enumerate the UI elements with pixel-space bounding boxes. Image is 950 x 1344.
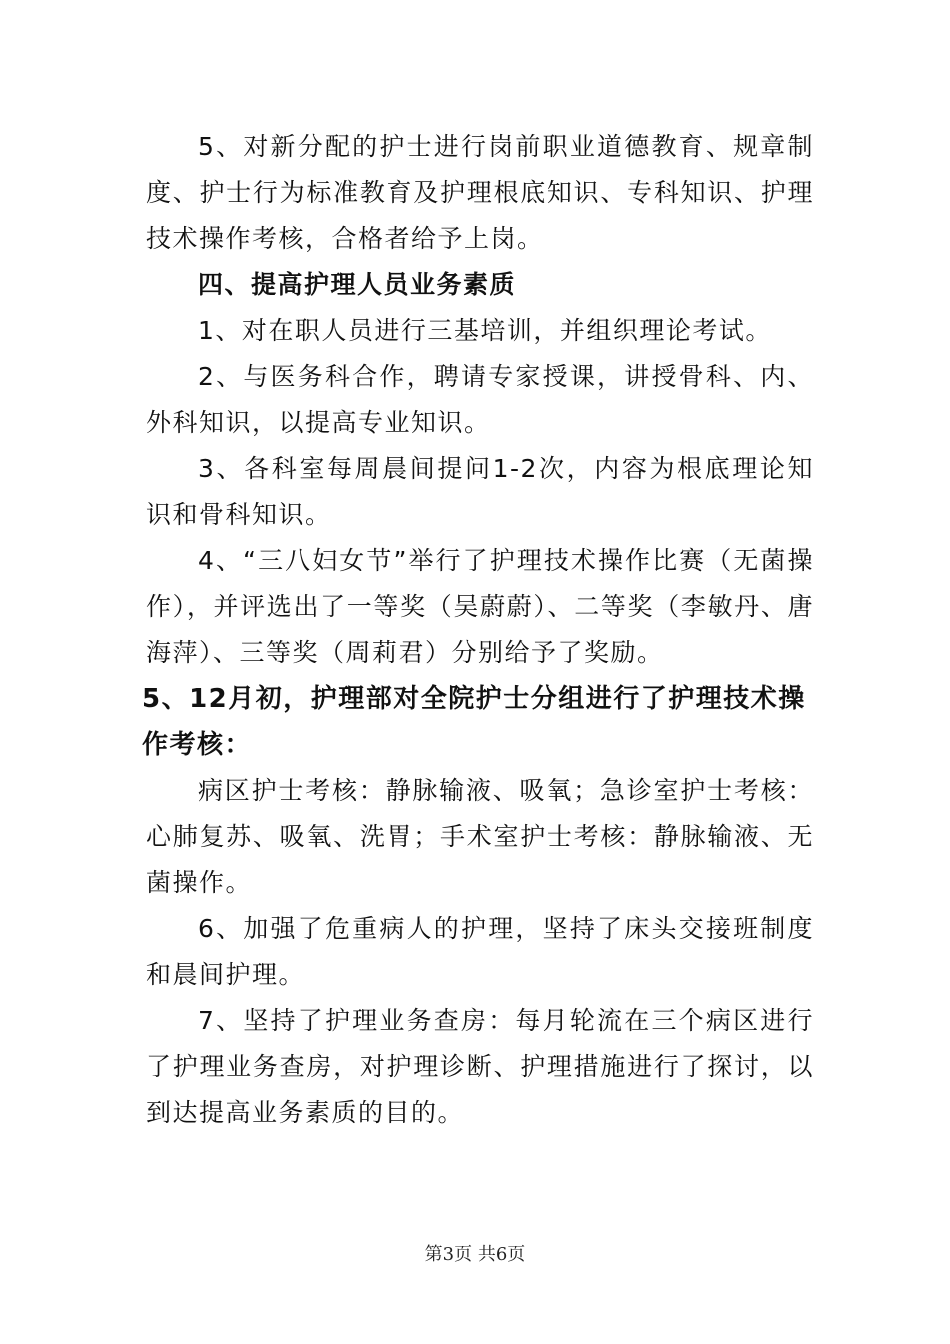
section-heading-four: 四、提高护理人员业务素质	[198, 270, 517, 299]
paragraph-item-4: 4、“三八妇女节”举行了护理技术操作比赛（无菌操作），并评选出了一等奖（吴蔚蔚）、二等奖（李敏丹、唐海萍）、三等奖（周莉君）分别给予了奖励。	[146, 546, 814, 667]
paragraph-item-5-assessment: 5、12月初，护理部对全院护士分组进行了护理技术操作考核：	[142, 684, 806, 760]
document-body	[142, 124, 814, 1136]
paragraph-item-6: 6、加强了危重病人的护理，坚持了床头交接班制度和晨间护理。	[146, 914, 814, 989]
paragraph-assessment-details: 病区护士考核：静脉输液、吸氧；急诊室护士考核：心肺复苏、吸氧、洗胃；手术室护士考核：静脉输液、无菌操作。	[146, 776, 814, 897]
page-footer: 第3页 共6页	[424, 1244, 526, 1265]
paragraph-item-5-training: 5、对新分配的护士进行岗前职业道德教育、规章制度、护士行为标准教育及护理根底知识、专科知识、护理技术操作考核，合格者给予上岗。	[146, 132, 814, 253]
paragraph-item-3: 3、各科室每周晨间提问1-2次，内容为根底理论知识和骨科知识。	[146, 454, 814, 529]
paragraph-item-2: 2、与医务科合作，聘请专家授课，讲授骨科、内、外科知识，以提高专业知识。	[146, 362, 814, 437]
paragraph-item-7: 7、坚持了护理业务查房：每月轮流在三个病区进行了护理业务查房，对护理诊断、护理措施进行了探讨，以到达提高业务素质的目的。	[146, 1006, 814, 1127]
paragraph-item-1: 1、对在职人员进行三基培训，并组织理论考试。	[198, 316, 772, 345]
